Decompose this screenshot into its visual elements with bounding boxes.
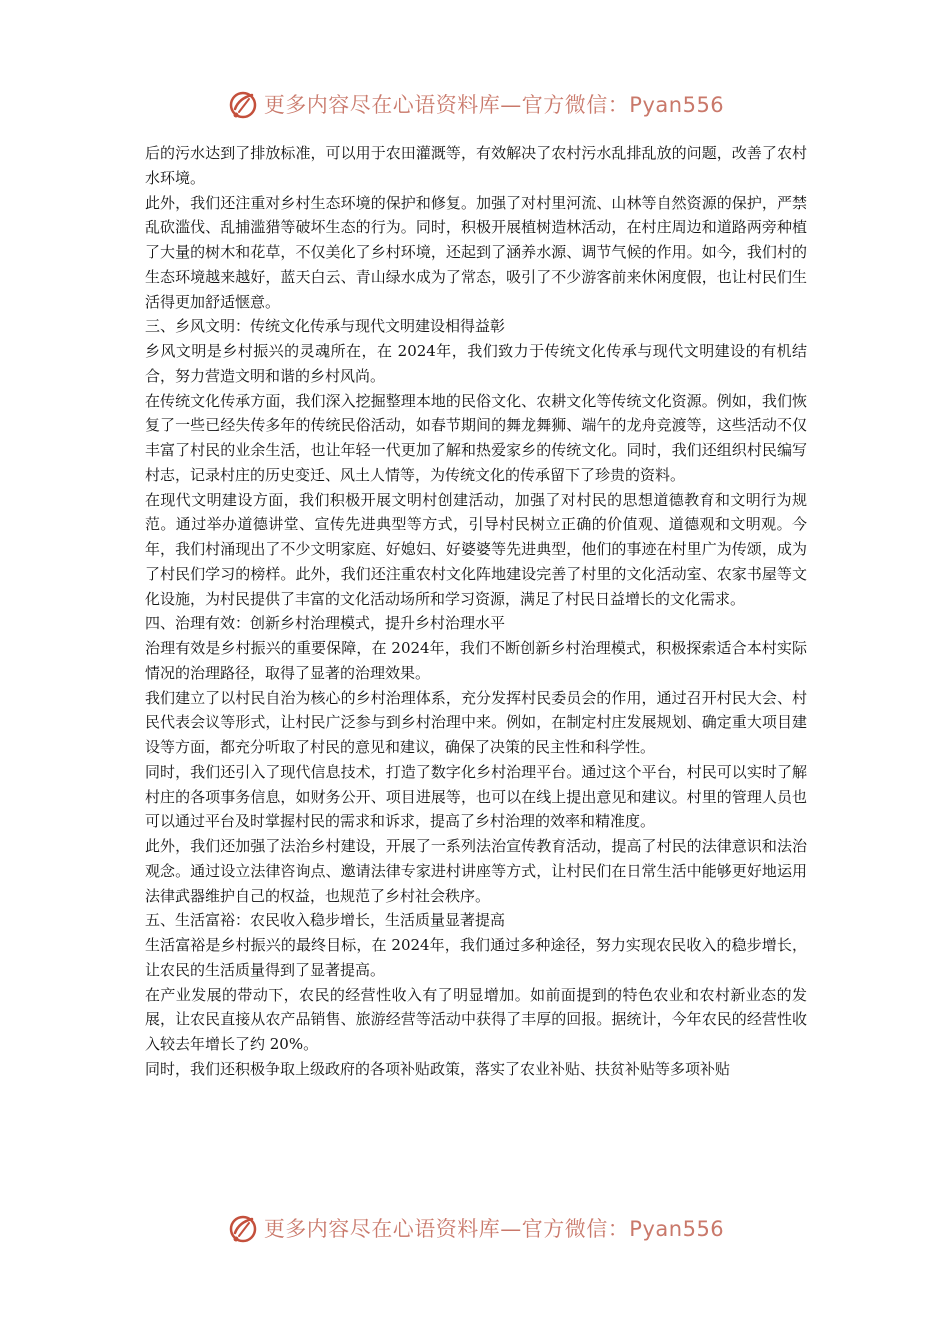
paragraph: 我们建立了以村民自治为核心的乡村治理体系，充分发挥村民委员会的作用，通过召开村民大会、村民代表会议等形式，让村民广泛参与到乡村治理中来。例如，在制定村庄发展规划、确定重大项目建设等方面，都充分听取了村民的意见和建议，确保了决策的民主性和科学性。 bbox=[145, 688, 807, 756]
watermark-text: 更多内容尽在心语资料库—官方微信：Pyan556 bbox=[263, 1217, 725, 1241]
paragraph: 在传统文化传承方面，我们深入挖掘整理本地的民俗文化、农耕文化等传统文化资源。例如，我们恢复了一些已经失传多年的传统民俗活动，如春节期间的舞龙舞狮、端午的龙舟竞渡等，这些活动不仅丰富了村民的业余生活，也让年轻一代更加了解和热爱家乡的传统文化。同时，我们还组织村民编写村志，记录村庄的历史变迁、风土人情等，为传统文化的传承留下了珍贵的资料。 bbox=[145, 391, 807, 484]
brand-logo-icon bbox=[226, 1211, 260, 1245]
section-heading: 四、治理有效：创新乡村治理模式，提升乡村治理水平 bbox=[145, 614, 506, 633]
paragraph: 此外，我们还注重对乡村生态环境的保护和修复。加强了对村里河流、山林等自然资源的保护，严禁乱砍滥伐、乱捕滥猎等破坏生态的行为。同时，积极开展植树造林活动，在村庄周边和道路两旁种植了大量的树木和花草，不仅美化了乡村环境，还起到了涵养水源、调节气候的作用。如今，我们村的生态环境越来越好，蓝天白云、青山绿水成为了常态，吸引了不少游客前来休闲度假，也让村民们生活得更加舒适惬意。 bbox=[145, 193, 807, 311]
paragraph: 后的污水达到了排放标准，可以用于农田灌溉等，有效解决了农村污水乱排乱放的问题，改善了农村水环境。 bbox=[145, 144, 807, 187]
paragraph: 同时，我们还引入了现代信息技术，打造了数字化乡村治理平台。通过这个平台，村民可以实时了解村庄的各项事务信息，如财务公开、项目进展等，也可以在线上提出意见和建议。村里的管理人员也可以通过平台及时掌握村民的需求和诉求，提高了乡村治理的效率和精准度。 bbox=[145, 762, 807, 831]
section-heading: 五、生活富裕：农民收入稳步增长，生活质量显著提高 bbox=[145, 911, 506, 930]
paragraph: 治理有效是乡村振兴的重要保障，在 2024年，我们不断创新乡村治理模式，积极探索适合本村实际情况的治理路径，取得了显著的治理效果。 bbox=[145, 639, 807, 682]
section-heading: 三、乡风文明：传统文化传承与现代文明建设相得益彰 bbox=[145, 317, 506, 336]
watermark-text: 更多内容尽在心语资料库—官方微信：Pyan556 bbox=[263, 93, 725, 117]
brand-logo-icon bbox=[226, 87, 260, 121]
paragraph: 在产业发展的带动下，农民的经营性收入有了明显增加。如前面提到的特色农业和农村新业态的发展，让农民直接从农产品销售、旅游经营等活动中获得了丰厚的回报。据统计，今年农民的经营性收入较去年增长了约 20%。 bbox=[145, 985, 807, 1053]
paragraph: 乡风文明是乡村振兴的灵魂所在，在 2024年，我们致力于传统文化传承与现代文明建设的有机结合，努力营造文明和谐的乡村风尚。 bbox=[145, 342, 807, 385]
footer-watermark bbox=[0, 1208, 950, 1248]
header-watermark bbox=[0, 84, 950, 124]
document-body bbox=[145, 141, 807, 1082]
paragraph: 生活富裕是乡村振兴的最终目标，在 2024年，我们通过多种途径，努力实现农民收入的稳步增长，让农民的生活质量得到了显著提高。 bbox=[145, 936, 807, 979]
paragraph: 同时，我们还积极争取上级政府的各项补贴政策，落实了农业补贴、扶贫补贴等多项补贴 bbox=[145, 1059, 731, 1078]
paragraph: 在现代文明建设方面，我们积极开展文明村创建活动，加强了对村民的思想道德教育和文明行为规范。通过举办道德讲堂、宣传先进典型等方式，引导村民树立正确的价值观、道德观和文明观。今年，我们村涌现出了不少文明家庭、好媳妇、好婆婆等先进典型，他们的事迹在村里广为传颂，成为了村民们学习的榜样。此外，我们还注重农村文化阵地建设完善了村里的文化活动室、农家书屋等文化设施，为村民提供了丰富的文化活动场所和学习资源，满足了村民日益增长的文化需求。 bbox=[145, 490, 807, 608]
paragraph: 此外，我们还加强了法治乡村建设，开展了一系列法治宣传教育活动，提高了村民的法律意识和法治观念。通过设立法律咨询点、邀请法律专家进村讲座等方式，让村民们在日常生活中能够更好地运用法律武器维护自己的权益，也规范了乡村社会秩序。 bbox=[145, 837, 807, 905]
